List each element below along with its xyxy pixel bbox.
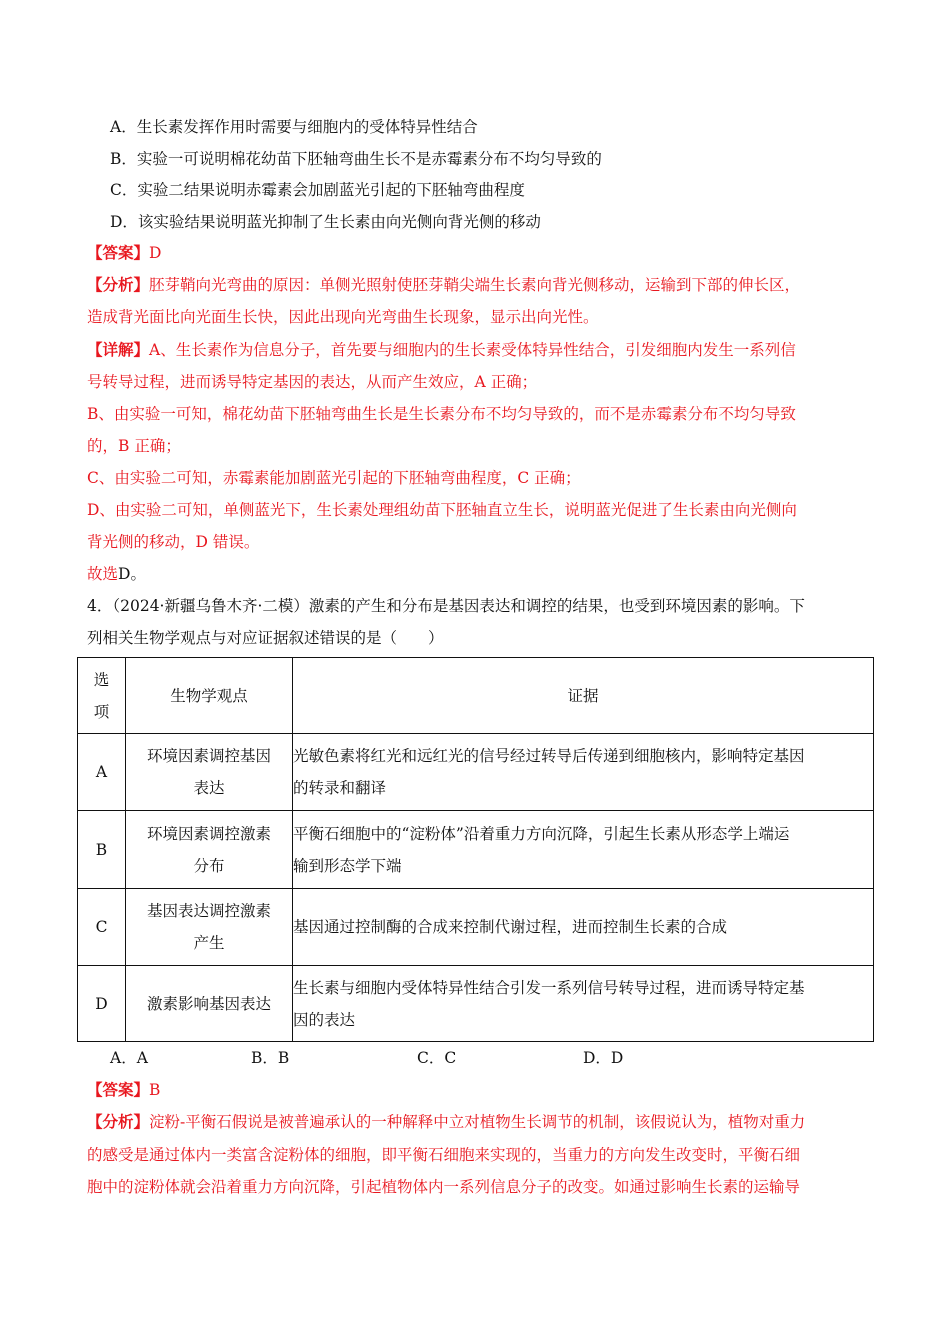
q3-analysis-line-2: 造成背光面比向光面生长快，因此出现向光弯曲生长现象，显示出向光性。	[87, 308, 599, 326]
row-evidence-l1: 光敏色素将红光和远红光的信号经过转导后传递到细胞核内，影响特定基因	[293, 747, 805, 765]
row-evidence-l1: 生长素与细胞内受体特异性结合引发一系列信号转导过程，进而诱导特定基	[293, 978, 805, 997]
q4-analysis-line-2: 的感受是通过体内一类富含淀粉体的细胞，即平衡石细胞来实现的，当重力的方向发生改变时，平衡石细	[87, 1146, 801, 1164]
q4-stem-line-1: 4．（2024·新疆乌鲁木齐·二模）激素的产生和分布是基因表达和调控的结果，也受到环境因素的影响。下	[87, 597, 805, 615]
q4-analysis-line-1	[87, 1112, 805, 1132]
table-row	[78, 889, 874, 966]
q3-detail-line-1	[87, 340, 796, 360]
row-view-l2: 产生	[193, 934, 225, 952]
row-evidence-l2: 输到形态学下端	[293, 856, 402, 875]
row-view-l1: 环境因素调控激素	[146, 824, 271, 843]
analysis-tag: 【分析】	[87, 1112, 150, 1131]
q3-detail-line-3: B、由实验一可知，棉花幼苗下胚轴弯曲生长是生长素分布不均匀导致的，而不是赤霉素分布不均匀导致	[87, 405, 796, 423]
choice-d: D．D	[583, 1049, 624, 1067]
header-option-l2: 项	[93, 702, 110, 721]
answer-tag: 【答案】	[87, 1080, 150, 1099]
row-option: C	[78, 889, 126, 966]
q3-answer	[87, 243, 161, 263]
row-option: B	[78, 811, 126, 889]
q3-detail-line-6: D、由实验二可知，单侧蓝光下，生长素处理组幼苗下胚轴直立生长，说明蓝光促进了生长素由向光侧向	[87, 501, 797, 519]
final-value: D。	[118, 565, 146, 583]
row-view: 激素影响基因表达	[126, 966, 293, 1042]
row-view	[126, 889, 293, 966]
table-row	[78, 734, 874, 811]
header-evidence-cell: 证据	[293, 658, 874, 734]
option-d: D．该实验结果说明蓝光抑制了生长素由向光侧向背光侧的移动	[110, 213, 541, 231]
row-view-l2: 表达	[193, 779, 225, 797]
row-evidence-l1: 平衡石细胞中的“淀粉体”沿着重力方向沉降，引起生长素从形态学上端运	[293, 824, 790, 843]
choice-b: B．B	[251, 1049, 290, 1067]
q3-detail-line-4: 的，B 正确；	[87, 437, 181, 455]
row-evidence	[293, 734, 874, 811]
answer-tag: 【答案】	[87, 243, 150, 262]
row-view-l1: 基因表达调控激素	[146, 902, 271, 920]
row-view	[126, 734, 293, 811]
analysis-text: 胚芽鞘向光弯曲的原因：单侧光照射使胚芽鞘尖端生长素向背光侧移动，运输到下部的伸长区，	[149, 276, 801, 294]
choice-c: C．C	[417, 1049, 457, 1067]
row-evidence: 基因通过控制酶的合成来控制代谢过程，进而控制生长素的合成	[293, 889, 874, 966]
final-prefix: 故选	[87, 565, 119, 583]
option-a: A．生长素发挥作用时需要与细胞内的受体特异性结合	[110, 118, 478, 136]
table-header-row	[78, 658, 874, 734]
q3-detail-line-2: 号转导过程，进而诱导特定基因的表达，从而产生效应，A 正确；	[87, 373, 538, 391]
header-view-cell: 生物学观点	[126, 658, 293, 734]
q4-answer	[87, 1080, 160, 1100]
option-b: B．实验一可说明棉花幼苗下胚轴弯曲生长不是赤霉素分布不均匀导致的	[110, 150, 602, 168]
row-option: A	[78, 734, 126, 811]
row-view-l1: 环境因素调控基因	[146, 747, 271, 765]
option-c: C．实验二结果说明赤霉素会加剧蓝光引起的下胚轴弯曲程度	[110, 181, 525, 199]
detail-text: A、生长素作为信息分子，首先要与细胞内的生长素受体特异性结合，引发细胞内发生一系列信	[149, 341, 796, 359]
row-evidence-l2: 的转录和翻译	[293, 779, 387, 797]
answer-value: B	[149, 1081, 161, 1099]
choice-a: A．A	[110, 1049, 148, 1067]
q3-detail-line-5: C、由实验二可知，赤霉素能加剧蓝光引起的下胚轴弯曲程度，C 正确；	[87, 469, 581, 487]
row-evidence-l2: 因的表达	[293, 1010, 356, 1029]
q3-analysis-line-1	[87, 275, 800, 295]
answer-value: D	[149, 244, 162, 262]
q4-stem-line-2: 列相关生物学观点与对应证据叙述错误的是（ ）	[87, 629, 444, 647]
analysis-text: 淀粉-平衡石假说是被普遍承认的一种解释中立对植物生长调节的机制，该假说认为，植物对重力	[149, 1113, 806, 1131]
table-row	[78, 811, 874, 889]
table-row	[78, 966, 874, 1042]
analysis-tag: 【分析】	[87, 275, 150, 294]
q3-detail-line-7: 背光侧的移动，D 错误。	[87, 533, 260, 551]
header-option-cell	[78, 658, 126, 734]
row-evidence	[293, 811, 874, 889]
header-option-l1: 选	[93, 670, 110, 689]
evidence-table	[77, 657, 874, 1042]
row-option: D	[78, 966, 126, 1042]
row-evidence	[293, 966, 874, 1042]
row-view	[126, 811, 293, 889]
row-view-l2: 分布	[193, 856, 225, 875]
q3-final-choice	[87, 564, 146, 584]
q4-analysis-line-3: 胞中的淀粉体就会沿着重力方向沉降，引起植物体内一系列信息分子的改变。如通过影响生长素的运输导	[87, 1178, 801, 1196]
detail-tag: 【详解】	[87, 340, 150, 359]
